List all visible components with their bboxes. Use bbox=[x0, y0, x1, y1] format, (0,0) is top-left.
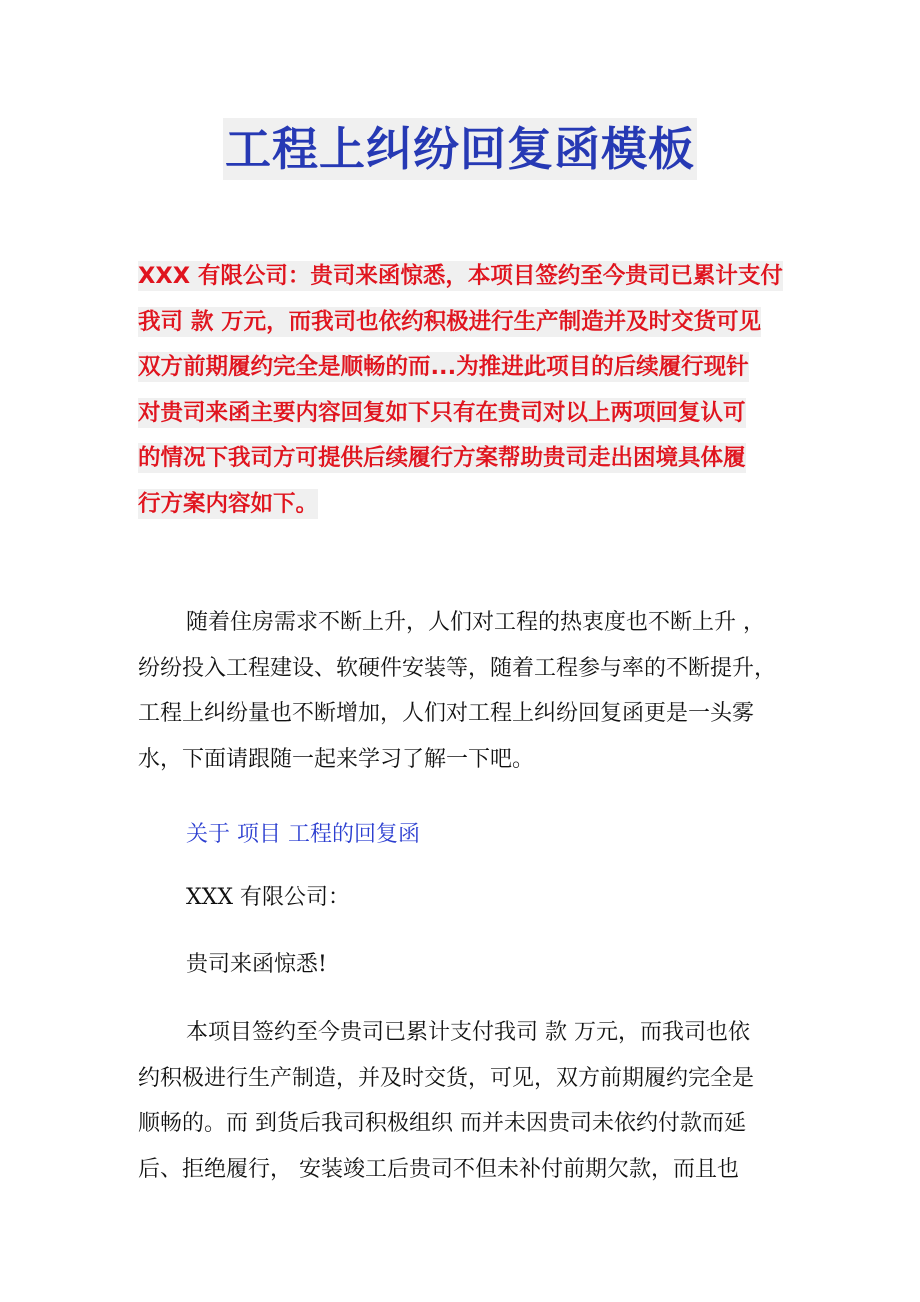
letter-greeting: 贵司来函惊悉! bbox=[186, 952, 327, 977]
intro-paragraph bbox=[138, 600, 788, 782]
summary-paragraph bbox=[138, 254, 788, 527]
letter-body-paragraph bbox=[138, 1010, 788, 1192]
document-title bbox=[0, 118, 920, 180]
letter-subheading: 关于 项目 工程的回复函 bbox=[186, 822, 420, 847]
summary-line: 行方案内容如下。 bbox=[138, 490, 319, 517]
letter-line: 后、拒绝履行， 安装竣工后贵司不但未补付前期欠款，而且也 bbox=[138, 1156, 739, 1182]
intro-line: 水，下面请跟随一起来学习了解一下吧。 bbox=[138, 746, 535, 772]
intro-line: 纷纷投入工程建设、软硬件安装等，随着工程参与率的不断提升， bbox=[138, 655, 777, 681]
letter-salutation: XXX 有限公司： bbox=[186, 885, 350, 910]
letter-line: 约积极进行生产制造，并及时交货，可见，双方前期履约完全是 bbox=[138, 1065, 755, 1091]
summary-line: XXX 有限公司：贵司来函惊悉，本项目签约至今贵司已累计支付 bbox=[138, 263, 783, 289]
document-title-text: 工程上纠纷回复函模板 bbox=[223, 118, 697, 180]
intro-line: 随着住房需求不断上升，人们对工程的热衷度也不断上升 ， bbox=[186, 610, 765, 635]
letter-line: 顺畅的。而 到货后我司积极组织 而并未因贵司未依约付款而延 bbox=[138, 1111, 746, 1136]
summary-line: 双方前期履约完全是顺畅的而...为推进此项目的后续履行现针 bbox=[138, 354, 749, 380]
summary-line: 的情况下我司方可提供后续履行方案帮助贵司走出困境具体履 bbox=[138, 445, 746, 471]
letter-line: 本项目签约至今贵司已累计支付我司 款 万元，而我司也依 bbox=[186, 1020, 750, 1045]
intro-line: 工程上纠纷量也不断增加，人们对工程上纠纷回复函更是一头雾 bbox=[138, 701, 755, 726]
summary-line: 对贵司来函主要内容回复如下只有在贵司对以上两项回复认可 bbox=[138, 399, 746, 426]
summary-line: 我司 款 万元，而我司也依约积极进行生产制造并及时交货可见 bbox=[138, 308, 762, 335]
